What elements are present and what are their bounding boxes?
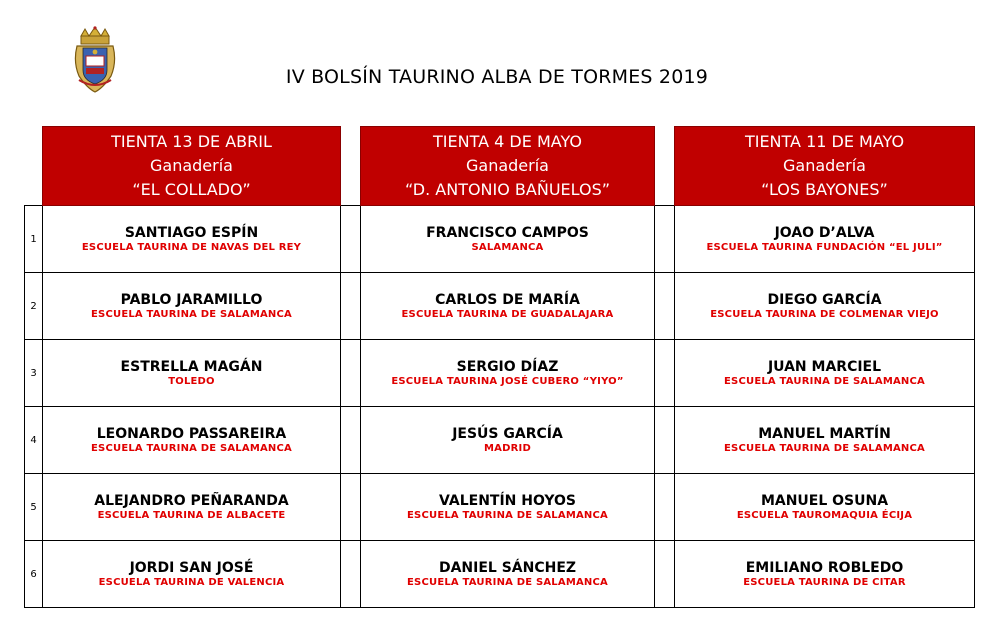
participant-cell [675, 273, 975, 340]
participant-cell [675, 340, 975, 407]
participant-cell [361, 407, 655, 474]
participant-school: ESCUELA TAURINA DE SALAMANCA [91, 308, 292, 320]
participant-cell [43, 273, 341, 340]
participant-cell [675, 206, 975, 273]
participant-school: SALAMANCA [471, 241, 544, 253]
participant-cell [43, 474, 341, 541]
participant-school: ESCUELA TAURINA DE CITAR [743, 576, 906, 588]
participant-cell [361, 273, 655, 340]
table-row [25, 407, 975, 474]
participant-name: FRANCISCO CAMPOS [426, 224, 589, 241]
table-row [25, 541, 975, 608]
tienta-header-2 [361, 127, 655, 206]
page-title: IV BOLSÍN TAURINO ALBA DE TORMES 2019 [285, 66, 709, 88]
crown-icon [81, 26, 109, 44]
table-row [25, 206, 975, 273]
participant-school: ESCUELA TAURINA DE SALAMANCA [407, 509, 608, 521]
column-gap [655, 206, 675, 273]
ganaderia-label: Ganadería [150, 156, 233, 175]
participant-cell [43, 407, 341, 474]
participant-cell [675, 407, 975, 474]
column-gap [341, 541, 361, 608]
participant-school: TOLEDO [168, 375, 215, 387]
participant-school: ESCUELA TAURINA DE SALAMANCA [724, 375, 925, 387]
participant-name: DANIEL SÁNCHEZ [438, 559, 577, 576]
participant-cell [361, 340, 655, 407]
tienta-table [24, 126, 975, 608]
tienta-date: TIENTA 13 DE ABRIL [111, 132, 272, 151]
column-gap [655, 474, 675, 541]
tienta-date: TIENTA 4 DE MAYO [433, 132, 582, 151]
participant-school: ESCUELA TAURINA DE SALAMANCA [407, 576, 608, 588]
participant-name: EMILIANO ROBLEDO [745, 559, 904, 576]
participant-name: VALENTÍN HOYOS [438, 492, 576, 509]
ganaderia-label: Ganadería [783, 156, 866, 175]
table-row [25, 273, 975, 340]
row-number: 3 [25, 340, 43, 407]
row-number: 2 [25, 273, 43, 340]
column-gap [341, 206, 361, 273]
table-row [25, 474, 975, 541]
participant-cell [43, 541, 341, 608]
column-gap [655, 273, 675, 340]
row-number: 4 [25, 407, 43, 474]
ganaderia-name: “D. ANTONIO BAÑUELOS” [404, 180, 611, 199]
participant-cell [361, 206, 655, 273]
participant-name: ALEJANDRO PEÑARANDA [94, 492, 289, 509]
participant-name: CARLOS DE MARÍA [435, 291, 580, 308]
participant-school: MADRID [484, 442, 531, 454]
column-gap [341, 474, 361, 541]
tienta-date: TIENTA 11 DE MAYO [744, 132, 905, 151]
participant-name: SANTIAGO ESPÍN [124, 224, 259, 241]
column-gap [341, 407, 361, 474]
participant-name: DIEGO GARCÍA [767, 291, 882, 308]
participant-cell [43, 340, 341, 407]
ganaderia-name: “EL COLLADO” [132, 180, 251, 199]
participant-cell [675, 541, 975, 608]
ganaderia-label: Ganadería [466, 156, 549, 175]
column-gap [655, 541, 675, 608]
participant-name: JORDI SAN JOSÉ [129, 559, 254, 576]
tienta-header-3 [675, 127, 975, 206]
participant-school: ESCUELA TAURINA DE NAVAS DEL REY [81, 241, 302, 253]
participant-name: SERGIO DÍAZ [456, 358, 559, 375]
column-gap [341, 273, 361, 340]
participant-name: JUAN MARCIEL [767, 358, 882, 375]
column-gap [341, 340, 361, 407]
participant-cell [43, 206, 341, 273]
header-row [25, 127, 975, 206]
participant-name: ESTRELLA MAGÁN [120, 358, 263, 375]
row-number: 6 [25, 541, 43, 608]
column-gap [655, 340, 675, 407]
participant-name: PABLO JARAMILLO [120, 291, 263, 308]
participant-school: ESCUELA TAURINA DE VALENCIA [98, 576, 285, 588]
participant-cell [361, 474, 655, 541]
participant-school: ESCUELA TAURINA DE SALAMANCA [91, 442, 292, 454]
participant-school: ESCUELA TAUROMAQUIA ÉCIJA [736, 509, 913, 521]
participant-school: ESCUELA TAURINA DE COLMENAR VIEJO [710, 308, 939, 320]
participant-school: ESCUELA TAURINA JOSÉ CUBERO “YIYO” [391, 375, 624, 387]
participant-school: ESCUELA TAURINA DE ALBACETE [97, 509, 286, 521]
participant-name: MANUEL MARTÍN [758, 425, 891, 442]
participant-cell [675, 474, 975, 541]
ganaderia-name: “LOS BAYONES” [761, 180, 888, 199]
participant-name: JESÚS GARCÍA [452, 425, 563, 442]
column-gap [655, 407, 675, 474]
row-number: 5 [25, 474, 43, 541]
participant-name: JOAO D’ALVA [774, 224, 875, 241]
participant-name: LEONARDO PASSAREIRA [96, 425, 287, 442]
participant-name: MANUEL OSUNA [760, 492, 889, 509]
table-row [25, 340, 975, 407]
participant-cell [361, 541, 655, 608]
participant-school: ESCUELA TAURINA FUNDACIÓN “EL JULI” [706, 241, 943, 253]
tienta-header-1 [43, 127, 341, 206]
participant-school: ESCUELA TAURINA DE SALAMANCA [724, 442, 925, 454]
row-number: 1 [25, 206, 43, 273]
participant-school: ESCUELA TAURINA DE GUADALAJARA [401, 308, 614, 320]
